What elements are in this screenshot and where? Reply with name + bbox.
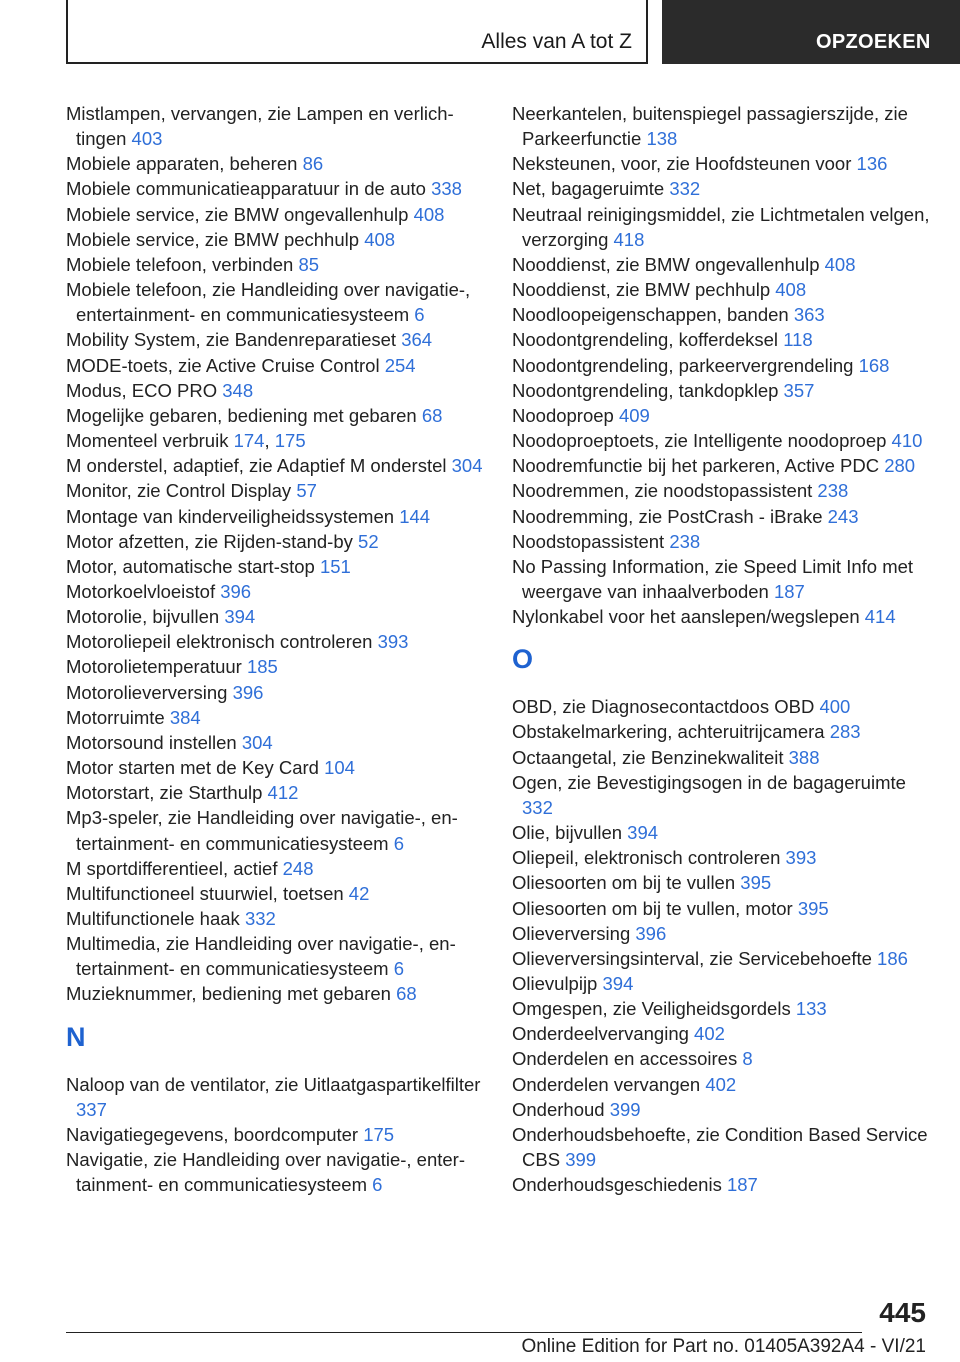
page-reference-link[interactable]: 396 <box>232 681 264 703</box>
index-entry <box>66 579 486 604</box>
entry-text: Navigatiegegevens, boordcomputer <box>66 1123 364 1145</box>
entry-text: Mobiele telefoon, verbinden <box>66 253 299 275</box>
entry-text: Multifunctioneel stuurwiel, toetsen <box>66 882 349 904</box>
page-reference-link[interactable]: 414 <box>864 606 896 628</box>
index-entry <box>512 202 932 252</box>
section-title: Alles van A tot Z <box>481 30 632 53</box>
entry-text: Onderdelen vervangen <box>512 1073 706 1095</box>
entry-text: Noodontgrendeling, kofferdeksel <box>512 329 784 351</box>
page-reference-link[interactable]: 399 <box>609 1098 641 1120</box>
entry-text: Neksteunen, voor, zie Hoofdsteunen voor <box>512 153 857 175</box>
index-entry <box>66 755 486 780</box>
index-entry <box>66 705 486 730</box>
page-reference-link[interactable]: 395 <box>740 872 772 894</box>
page-reference-link[interactable]: 338 <box>431 178 462 200</box>
entry-text: Muzieknummer, bediening met gebaren <box>66 983 397 1005</box>
entry-text: Olieverversingsinterval, zie Servicebehoefte <box>512 947 878 969</box>
section-letter: O <box>512 644 534 675</box>
index-entry <box>512 252 932 277</box>
page-reference-link[interactable]: 144 <box>399 505 431 527</box>
index-entry <box>512 504 932 529</box>
entry-text: Onderdelen en accessoires <box>512 1048 743 1070</box>
index-entry <box>512 478 932 503</box>
page-reference-link[interactable]: 174 <box>233 430 265 452</box>
page-reference-link[interactable]: 57 <box>296 480 317 502</box>
entry-text: Nooddienst, zie BMW ongevallenhulp <box>512 253 825 275</box>
entry-text: Mobility System, zie Bandenreparatieset <box>66 329 402 351</box>
index-entry <box>66 151 486 176</box>
page-reference-link[interactable]: 364 <box>401 329 433 351</box>
index-entry <box>512 921 932 946</box>
index-entry <box>66 1122 486 1147</box>
page-reference-link[interactable]: 393 <box>377 631 409 653</box>
index-entry <box>66 604 486 629</box>
page-reference-link[interactable]: 175 <box>274 430 306 452</box>
page-reference-link[interactable]: 6 <box>393 958 405 980</box>
entry-text: MODE-toets, zie Active Cruise Control <box>66 354 385 376</box>
entry-text: Motorruimte <box>66 706 170 728</box>
page-reference-link[interactable]: 384 <box>169 706 201 728</box>
entry-text: Mp3-speler, zie Handleiding over navigatie-, entertainment- en communicatiesysteem <box>66 807 458 854</box>
page-reference-link[interactable]: 348 <box>222 379 254 401</box>
tab-opzoeken[interactable]: OPZOEKEN <box>662 0 960 64</box>
index-entry <box>512 1122 932 1172</box>
page-reference-link[interactable]: 175 <box>363 1123 395 1145</box>
page-reference-link[interactable]: 68 <box>396 983 417 1005</box>
index-entry <box>66 931 486 981</box>
entry-text: Noodremfunctie bij het parkeren, Active PDC <box>512 455 885 477</box>
section-letter: N <box>66 1021 86 1052</box>
index-entry <box>512 378 932 403</box>
index-entry: Momenteel verbruik 174, 175 <box>66 430 306 452</box>
entry-text: Mobiele service, zie BMW pechhulp <box>66 228 365 250</box>
index-entry <box>512 428 932 453</box>
index-entry <box>512 971 932 996</box>
page-reference-link[interactable]: 402 <box>694 1023 725 1045</box>
entry-text: Olieverversing <box>512 922 636 944</box>
index-entry <box>66 881 486 906</box>
page-reference-link[interactable]: 394 <box>627 822 659 844</box>
index-entry <box>512 870 932 895</box>
page-reference-link[interactable]: 6 <box>414 304 425 326</box>
index-entry <box>512 604 932 629</box>
page-reference-link[interactable]: 394 <box>224 606 256 628</box>
page-reference-link[interactable]: 410 <box>891 430 923 452</box>
index-entry <box>512 353 932 378</box>
page-reference-link[interactable]: 363 <box>793 304 825 326</box>
entry-text: Momenteel verbruik <box>66 430 234 452</box>
index-entry <box>512 719 932 744</box>
index-entry <box>512 529 932 554</box>
entry-text: No Passing Information, zie Speed Limit Info met weergave van inhaalverboden <box>512 555 914 602</box>
index-entry <box>512 896 932 921</box>
page-reference-link[interactable]: 408 <box>364 228 396 250</box>
index-entry <box>66 1147 486 1197</box>
footer-edition: Online Edition for Part no. 01405A392A4 - VI/21 <box>521 1336 926 1357</box>
index-entry <box>66 654 486 679</box>
entry-text: Multimedia, zie Handleiding over navigatie-, entertainment- en communicatiesysteem <box>66 933 456 980</box>
entry-text: Motor, automatische start-stop <box>66 555 320 577</box>
entry-text: Oliesoorten om bij te vullen, motor <box>512 897 798 919</box>
page-reference-link[interactable]: 243 <box>827 505 859 527</box>
index-entry <box>66 202 486 227</box>
index-entry <box>66 176 486 201</box>
index-entry <box>512 1021 932 1046</box>
page-reference-link[interactable]: 238 <box>669 530 701 552</box>
entry-text: Nooddienst, zie BMW pechhulp <box>512 279 776 301</box>
entry-text: Olievulpijp <box>512 973 603 994</box>
entry-text: Motorolie, bijvullen <box>66 606 225 628</box>
entry-text: Naloop van de ventilator, zie Uitlaatgaspartikelfilter <box>66 1073 481 1095</box>
entry-text: Motorolietemperatuur <box>66 656 247 678</box>
index-entry <box>512 770 932 820</box>
index-column-right <box>512 101 932 1197</box>
index-entry <box>512 277 932 302</box>
entry-text: Mobiele telefoon, zie Handleiding over navigatie-, entertainment- en communicatiesysteem <box>66 279 471 326</box>
index-entry <box>512 101 932 151</box>
page-reference-link[interactable]: 8 <box>742 1048 753 1070</box>
index-entry <box>66 227 486 252</box>
index-column-left <box>66 101 486 1197</box>
page-reference-link[interactable]: 403 <box>131 128 163 150</box>
index-entry <box>512 453 932 478</box>
page-reference-link[interactable]: 395 <box>797 897 829 919</box>
page-reference-link[interactable]: 254 <box>384 354 416 376</box>
entry-text: Motorolieverversing <box>66 681 233 703</box>
entry-text: Motor starten met de Key Card <box>66 757 325 779</box>
index-entry <box>66 629 486 654</box>
entry-text: Olie, bijvullen <box>512 822 628 844</box>
page-reference-link[interactable]: 138 <box>646 128 678 150</box>
page-reference-link[interactable]: 402 <box>705 1073 737 1095</box>
index-entry <box>512 745 932 770</box>
index-entry <box>512 176 932 201</box>
page-reference-link[interactable]: 332 <box>669 178 701 200</box>
page-reference-link[interactable]: 408 <box>413 203 445 225</box>
index-entry <box>66 252 486 277</box>
entry-text: Multifunctionele haak <box>66 908 245 929</box>
entry-text: Motorsound instellen <box>66 731 242 753</box>
index-entry <box>66 780 486 805</box>
entry-text: Net, bagageruimte <box>512 178 670 200</box>
index-entry <box>512 1172 932 1197</box>
footer-divider <box>66 1332 862 1333</box>
index-entry <box>66 529 486 554</box>
page-reference-link[interactable]: 168 <box>858 354 890 376</box>
page-reference-link[interactable]: 408 <box>775 279 807 301</box>
page-reference-link[interactable]: 304 <box>241 731 273 753</box>
page-reference-link[interactable]: 388 <box>788 746 820 768</box>
page-reference-link[interactable]: 408 <box>824 253 856 275</box>
entry-text: Onderhoud <box>512 1098 610 1120</box>
index-entry <box>66 277 486 327</box>
page-reference-link[interactable]: 393 <box>785 847 817 869</box>
page-reference-link[interactable]: 396 <box>635 922 667 944</box>
page-reference-link[interactable]: 332 <box>522 796 553 818</box>
index-entry <box>66 906 486 931</box>
page-reference-link[interactable]: 52 <box>358 530 379 552</box>
entry-text: Neerkantelen, buitenspiegel passagierszijde, zie Parkeerfunctie <box>512 103 908 150</box>
index-entry <box>66 1072 486 1122</box>
entry-text: Oliepeil, elektronisch controleren <box>512 847 786 869</box>
page-reference-link[interactable]: 399 <box>565 1149 597 1171</box>
entry-text: Motorkoelvloeistof <box>66 580 221 602</box>
entry-text: Monitor, zie Control Display <box>66 480 297 502</box>
index-entry <box>66 478 486 503</box>
entry-text: Noodoproeptoets, zie Intelligente noodoproep <box>512 430 892 452</box>
entry-text: Noodloopeigenschappen, banden <box>512 304 794 326</box>
page-reference-link[interactable]: 283 <box>829 721 861 743</box>
index-entry <box>66 378 486 403</box>
page-reference-link[interactable]: 85 <box>298 253 320 275</box>
entry-text: Mogelijke gebaren, bediening met gebaren <box>66 404 422 426</box>
index-entry <box>512 845 932 870</box>
index-entry <box>66 554 486 579</box>
page-reference-link[interactable]: 104 <box>324 757 355 779</box>
page-reference-link[interactable]: 6 <box>393 832 405 854</box>
entry-text: Neutraal reinigingsmiddel, zie Lichtmetalen velgen, verzorging <box>512 203 930 250</box>
entry-text: M onderstel, adaptief, zie Adaptief M onderstel <box>66 455 452 477</box>
index-entry <box>512 151 932 176</box>
page-reference-link[interactable]: 136 <box>856 153 888 175</box>
index-entry <box>512 694 932 719</box>
entry-text: Onderdeelvervanging <box>512 1023 695 1045</box>
page-reference-link[interactable]: 357 <box>783 379 815 401</box>
index-entry <box>512 1046 932 1071</box>
entry-text: Modus, ECO PRO <box>66 379 223 401</box>
index-entry <box>66 981 486 1006</box>
page-reference-link[interactable]: 280 <box>884 455 916 477</box>
index-entry <box>512 327 932 352</box>
page-reference-link[interactable]: 186 <box>877 947 908 969</box>
entry-text: Noodremmen, zie noodstopassistent <box>512 480 818 502</box>
page-reference-link[interactable]: 6 <box>372 1174 383 1196</box>
index-entry <box>512 946 932 971</box>
entry-text: Noodontgrendeling, parkeervergrendeling <box>512 354 859 376</box>
page-reference-link[interactable]: 396 <box>220 580 252 602</box>
index-entry <box>66 453 486 478</box>
entry-text: Mistlampen, vervangen, zie Lampen en verlichtingen <box>66 103 454 150</box>
entry-text: Montage van kinderveiligheidssystemen <box>66 505 400 527</box>
index-entry <box>66 403 486 428</box>
page-reference-link[interactable]: 409 <box>618 404 650 426</box>
entry-text: Mobiele apparaten, beheren <box>66 153 303 175</box>
page-reference-link[interactable]: 118 <box>783 329 813 351</box>
index-entry <box>512 1097 932 1122</box>
index-entry <box>66 730 486 755</box>
page-reference-link[interactable]: 187 <box>773 580 805 602</box>
index-entry <box>512 554 932 604</box>
entry-text: Nylonkabel voor het aanslepen/wegslepen <box>512 606 865 628</box>
index-entry <box>66 856 486 881</box>
entry-text: Onderhoudsbehoefte, zie Condition Based Service CBS <box>512 1123 928 1171</box>
entry-text: Onderhoudsgeschiedenis <box>512 1174 727 1196</box>
entry-text: Omgespen, zie Veiligheidsgordels <box>512 998 796 1020</box>
entry-text: M sportdifferentieel, actief <box>66 857 283 879</box>
page-reference-link[interactable]: 133 <box>795 998 827 1020</box>
page-reference-link[interactable]: 394 <box>602 973 634 994</box>
entry-text: Oliesoorten om bij te vullen <box>512 872 741 894</box>
entry-text: Noodremming, zie PostCrash - iBrake <box>512 505 828 527</box>
header-frame <box>66 0 648 64</box>
page-reference-link[interactable]: 185 <box>246 656 278 678</box>
index-entry <box>512 403 932 428</box>
page-reference-link[interactable]: 337 <box>76 1098 107 1120</box>
page-reference-link[interactable]: 400 <box>819 696 851 718</box>
entry-text: Noodoproep <box>512 404 619 426</box>
page-reference-link[interactable]: 304 <box>451 455 483 477</box>
entry-text: Noodontgrendeling, tankdopklep <box>512 379 784 401</box>
entry-text: Noodstopassistent <box>512 530 670 552</box>
page-reference-link[interactable]: 187 <box>726 1174 758 1196</box>
index-entry <box>66 805 486 855</box>
page-number: 445 <box>879 1297 926 1328</box>
page-reference-link[interactable]: 238 <box>817 480 849 502</box>
page-reference-link[interactable]: 86 <box>302 153 324 175</box>
page-reference-link[interactable]: 248 <box>282 857 314 879</box>
entry-text: Obstakelmarkering, achteruitrijcamera <box>512 721 830 743</box>
entry-text: Motor afzetten, zie Rijden-stand-by <box>66 530 359 552</box>
index-entry <box>66 327 486 352</box>
index-entry <box>66 504 486 529</box>
entry-text: Mobiele service, zie BMW ongevallenhulp <box>66 203 414 225</box>
entry-text: OBD, zie Diagnosecontactdoos OBD <box>512 696 820 718</box>
page-reference-link[interactable]: 418 <box>613 228 645 250</box>
index-entry <box>512 996 932 1021</box>
index-entry <box>512 302 932 327</box>
entry-text: Octaangetal, zie Benzinekwaliteit <box>512 746 789 768</box>
entry-text: Motorstart, zie Starthulp <box>66 782 268 804</box>
page-reference-link[interactable]: 332 <box>244 908 276 929</box>
index-entry <box>512 820 932 845</box>
page-reference-link[interactable]: 42 <box>348 882 370 904</box>
index-entry <box>66 680 486 705</box>
page-reference-link[interactable]: 151 <box>319 555 351 577</box>
page-reference-link[interactable]: 412 <box>267 782 299 804</box>
index-entry <box>66 101 486 151</box>
page-reference-link[interactable]: 68 <box>421 404 443 426</box>
index-entry <box>66 353 486 378</box>
entry-text: Navigatie, zie Handleiding over navigatie-, entertainment- en communicatiesysteem <box>66 1149 466 1196</box>
index-entry <box>512 1072 932 1097</box>
entry-text: Ogen, zie Bevestigingsogen in de bagageruimte <box>512 771 906 793</box>
entry-text: Motoroliepeil elektronisch controleren <box>66 631 378 653</box>
entry-text: Mobiele communicatieapparatuur in de auto <box>66 178 432 200</box>
